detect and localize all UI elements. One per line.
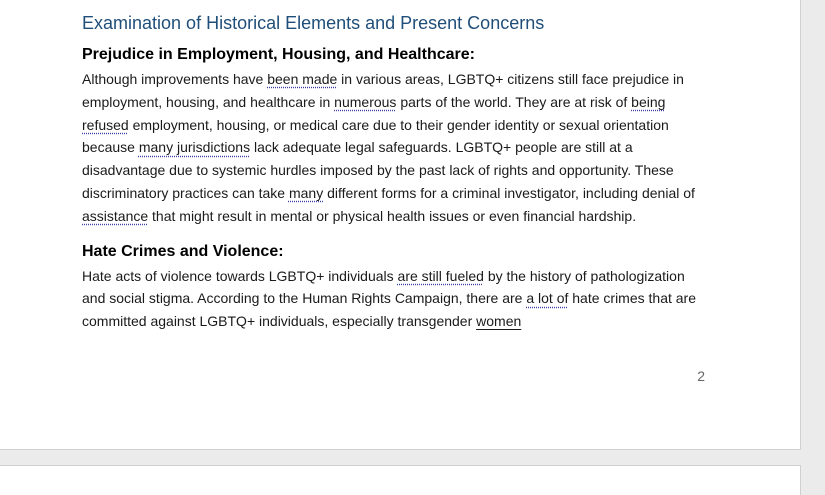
- grammar-suggestion[interactable]: are still fueled: [397, 267, 484, 284]
- section-paragraph-prejudice: [82, 68, 710, 228]
- section-paragraph-hate-crimes: [82, 265, 710, 333]
- next-document-page: [0, 465, 801, 495]
- text-run: in various areas, LGBTQ+ citizens still face prejudice in employment, housing, and healthcare in: [82, 71, 684, 110]
- grammar-suggestion[interactable]: being refused: [82, 93, 666, 133]
- page-content: [82, 10, 710, 333]
- text-run: lack adequate legal safeguards. LGBTQ+ people are still at a disadvantage due to systemic hurdles imposed by the past lack of rights and opportunity. These discriminatory practices can take: [82, 139, 674, 201]
- text-run: Although improvements have: [82, 71, 268, 87]
- text-run: different forms for a criminal investigator, including denial of: [323, 184, 695, 201]
- text-run: that might result in mental or physical health issues or even financial hardship.: [148, 207, 637, 224]
- page-number: 2: [697, 368, 705, 384]
- text-run: Hate acts of violence towards LGBTQ+ individuals: [82, 267, 398, 284]
- grammar-suggestion[interactable]: numerous: [334, 93, 397, 110]
- grammar-suggestion[interactable]: many: [288, 184, 324, 201]
- link-text[interactable]: women: [476, 313, 522, 330]
- grammar-suggestion[interactable]: assistance: [82, 207, 149, 224]
- text-run: by the history of pathologization and social stigma. According to the Human Rights Campaign, there are: [82, 267, 685, 307]
- text-run: employment, housing, or medical care due to their gender identity or sexual orientation because: [82, 116, 669, 156]
- text-run: hate crimes that are committed against LGBTQ+ individuals, especially transgender: [82, 290, 696, 330]
- text-run: parts of the world. They are at risk of: [396, 93, 632, 110]
- grammar-suggestion[interactable]: been made: [267, 71, 338, 87]
- section-heading-prejudice: Prejudice in Employment, Housing, and Healthcare:: [82, 46, 475, 63]
- grammar-suggestion[interactable]: a lot of: [526, 290, 569, 307]
- document-title: Examination of Historical Elements and Present Concerns: [82, 13, 545, 33]
- section-heading-hate-crimes: Hate Crimes and Violence:: [82, 242, 284, 260]
- grammar-suggestion[interactable]: many jurisdictions: [138, 139, 251, 156]
